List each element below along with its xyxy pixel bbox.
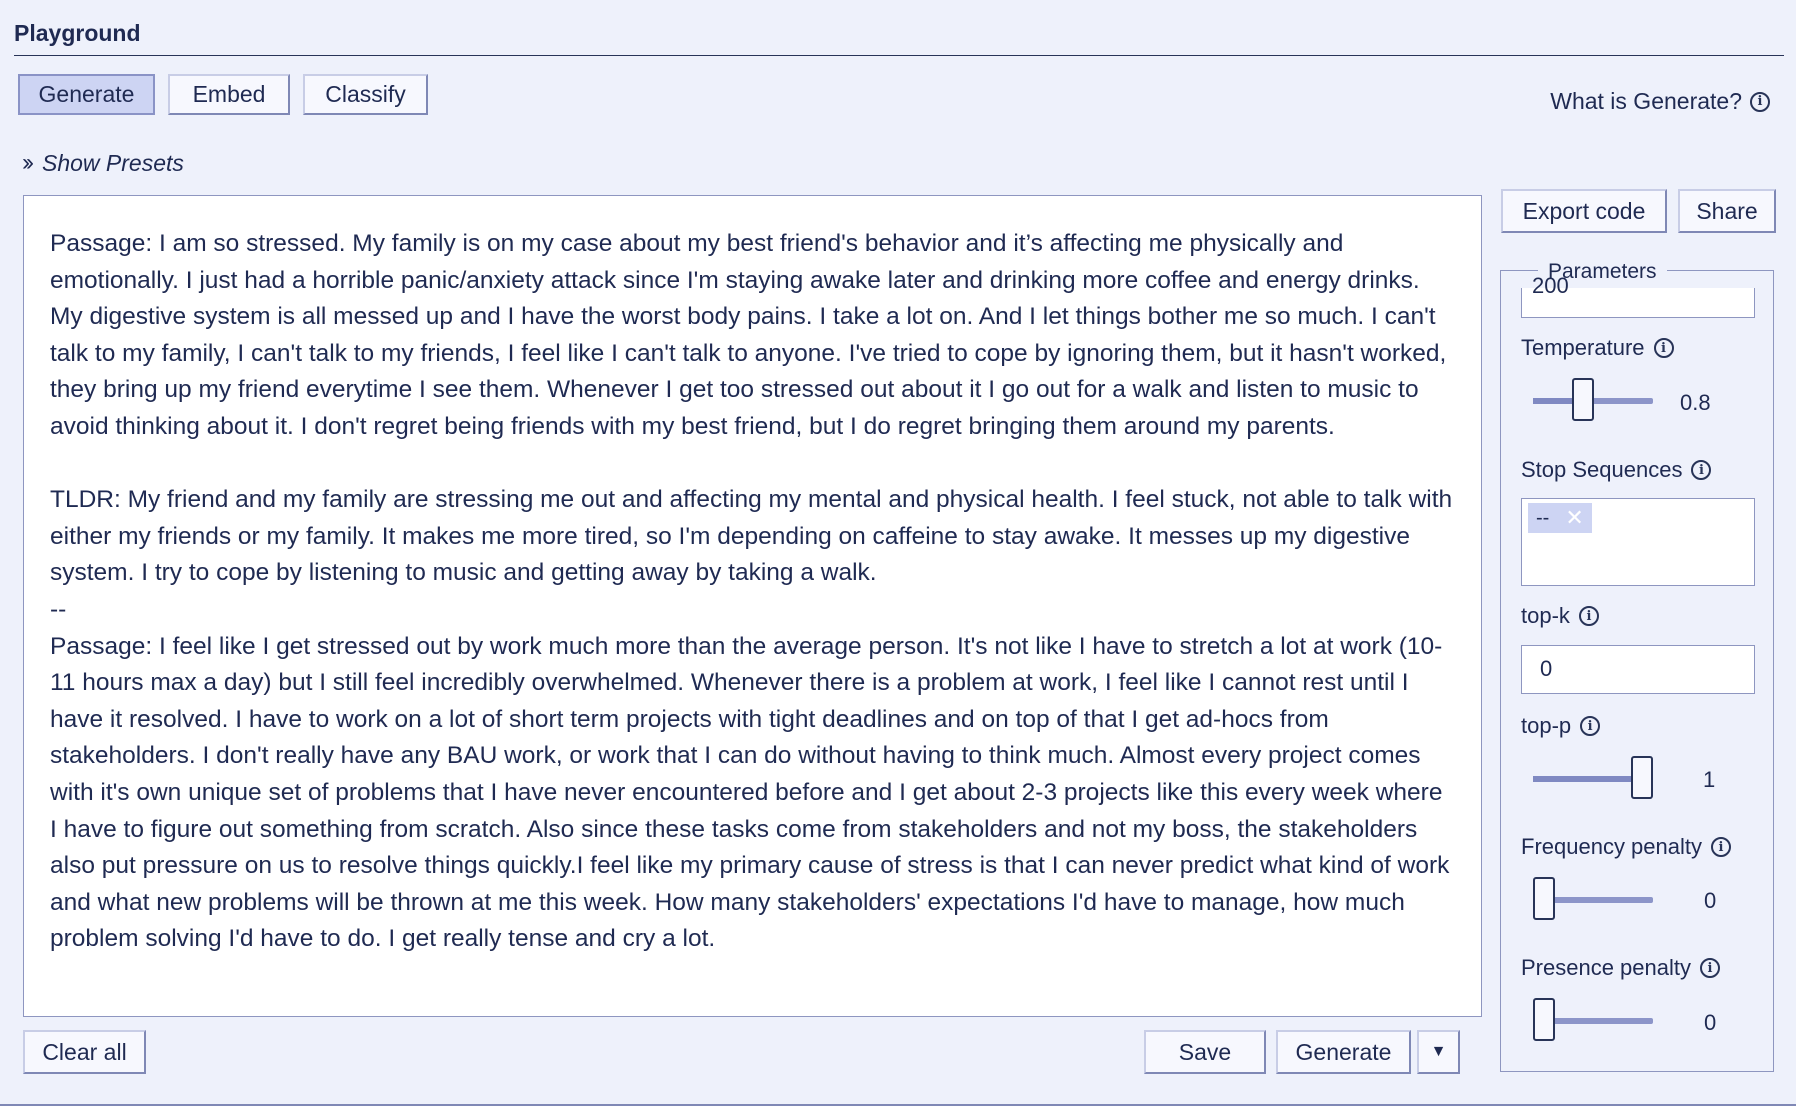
stop-sequences-input[interactable] xyxy=(1521,498,1755,586)
title-divider xyxy=(14,55,1784,56)
tab-generate[interactable]: Generate xyxy=(18,74,155,115)
stop-sequences-label: Stop Sequences i xyxy=(1521,457,1711,483)
info-icon: i xyxy=(1750,92,1770,112)
top-p-label: top-p i xyxy=(1521,713,1600,739)
export-code-button[interactable]: Export code xyxy=(1501,189,1667,233)
tab-classify[interactable]: Classify xyxy=(303,74,428,115)
max-tokens-value: 200 xyxy=(1532,273,1569,298)
top-p-slider[interactable] xyxy=(1533,776,1653,782)
temperature-slider[interactable] xyxy=(1533,398,1653,404)
info-icon[interactable]: i xyxy=(1580,716,1600,736)
page-title: Playground xyxy=(14,20,141,46)
presence-penalty-label: Presence penalty i xyxy=(1521,955,1720,981)
presence-penalty-slider[interactable] xyxy=(1533,1018,1653,1024)
what-is-generate-link[interactable] xyxy=(1550,88,1770,115)
top-p-value: 1 xyxy=(1703,767,1716,792)
top-k-input[interactable]: 0 xyxy=(1521,645,1755,694)
top-p-slider-thumb[interactable] xyxy=(1631,756,1653,799)
max-tokens-field[interactable] xyxy=(1521,273,1755,318)
info-icon[interactable]: i xyxy=(1700,958,1720,978)
parameters-legend: Parameters xyxy=(1538,260,1667,284)
close-icon[interactable]: ✕ xyxy=(1565,505,1584,530)
frequency-penalty-slider-thumb[interactable] xyxy=(1533,877,1555,920)
show-presets-toggle[interactable] xyxy=(22,149,184,177)
generate-options-dropdown[interactable]: ▼ xyxy=(1417,1030,1460,1074)
stop-sequence-chip xyxy=(1528,503,1592,533)
frequency-penalty-label: Frequency penalty i xyxy=(1521,834,1731,860)
mode-tabs xyxy=(18,74,428,115)
show-presets-label: Show Presets xyxy=(41,149,184,176)
top-p-slider-fill xyxy=(1533,776,1642,782)
save-button[interactable]: Save xyxy=(1144,1030,1266,1074)
info-icon[interactable]: i xyxy=(1711,837,1731,857)
info-icon[interactable]: i xyxy=(1691,460,1711,480)
temperature-slider-thumb[interactable] xyxy=(1572,378,1594,421)
temperature-label: Temperature i xyxy=(1521,335,1674,361)
share-button[interactable]: Share xyxy=(1678,189,1776,233)
double-chevron-right-icon: ›› xyxy=(22,149,30,176)
generate-button[interactable]: Generate xyxy=(1276,1030,1411,1074)
info-icon[interactable]: i xyxy=(1654,338,1674,358)
frequency-penalty-slider[interactable] xyxy=(1533,897,1653,903)
what-is-generate-label: What is Generate? xyxy=(1550,88,1742,114)
clear-all-button[interactable]: Clear all xyxy=(23,1030,146,1074)
info-icon[interactable]: i xyxy=(1579,606,1599,626)
presence-penalty-slider-thumb[interactable] xyxy=(1533,998,1555,1041)
frequency-penalty-value: 0 xyxy=(1704,888,1717,913)
presence-penalty-value: 0 xyxy=(1704,1010,1717,1035)
temperature-value: 0.8 xyxy=(1680,390,1711,415)
stop-sequence-chip-label: -- xyxy=(1536,506,1550,529)
tab-embed[interactable]: Embed xyxy=(168,74,290,115)
prompt-editor[interactable]: Passage: I am so stressed. My family is on my case about my best friend's behavior and it’s affecting me physically and emotionally. I just had a horrible panic/anxiety attack since I'm staying awake later and drinking more coffee and energy drinks. My digestive system is all messed up and I have the worst body pains. I take a lot on. And I let things bother me so much. I can't talk to my family, I can't talk to my friends, I feel like I can't talk to anyone. I've tried to cope by ignoring them, but it hasn't worked, they bring up my friend everytime I see them. Whenever I get too stressed out about it I go out for a walk and listen to music to avoid thinking about it. I don't regret being friends with my best friend, but I do regret bringing them around my parents. TLDR: My friend and my family are stressing me out and affecting my mental and physical health. I feel stuck, not able to talk with either my friends or my family. It makes me more tired, so I'm depending on caffeine to stay awake. It messes up my digestive system. I try to cope by listening to music and getting away by taking a walk. -- Passage: I feel like I get stressed out by work much more than the average person. It's not like I have to stretch a lot at work (10-11 hours max a day) but I still feel incredibly overwhelmed. Whenever there is a problem at work, I feel like I cannot rest until I have it resolved. I have to work on a lot of short term projects with tight deadlines and on top of that I get ad-hocs from stakeholders. I don't really have any BAU work, or work that I can do without having to think much. Almost every project comes with it's own unique set of problems that I have never encountered before and I get about 2-3 projects like this every week where I have to figure out something from scratch. Also since these tasks come from stakeholders and not my boss, the stakeholders also put pressure on us to resolve things quickly.I feel like my primary cause of stress is that I can never predict what kind of work and what new problems will be thrown at me this week. How many stakeholders' expectations I'd have to manage, how much problem solving I'd have to do. I get really tense and cry a lot. xyxy=(23,195,1482,1017)
top-k-label: top-k i xyxy=(1521,603,1599,629)
